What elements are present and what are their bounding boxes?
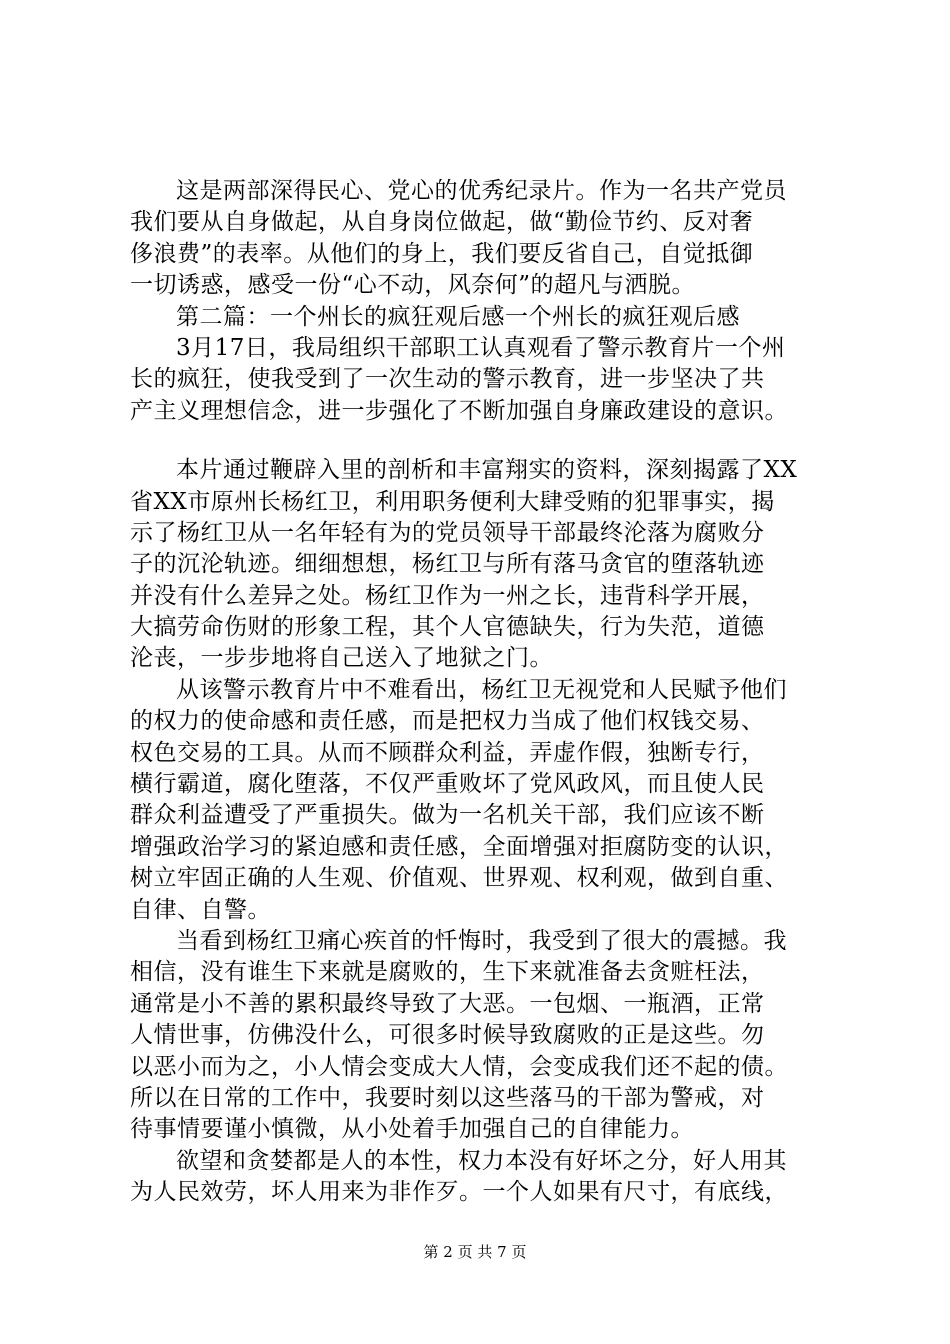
text-line: 所以在日常的工作中，我要时刻以这些落马的干部为警戒，对: [130, 1084, 765, 1111]
text-line: 沦丧，一步步地将自己送入了地狱之门。: [130, 645, 553, 672]
section-heading: 第二篇：一个州长的疯狂观后感一个州长的疯狂观后感: [176, 303, 740, 330]
text-line: 为人民效劳，坏人用来为非作歹。一个人如果有尺寸，有底线，: [130, 1179, 788, 1206]
text-line: 侈浪费”的表率。从他们的身上，我们要反省自己，自觉抵御: [130, 240, 754, 267]
text-line: 产主义理想信念，进一步强化了不断加强自身廉政建设的意识。: [130, 397, 788, 424]
text-line: 树立牢固正确的人生观、价值观、世界观、权利观，做到自重、: [130, 865, 788, 892]
text-line: 一切诱惑，感受一份“心不动，风奈何”的超凡与洒脱。: [130, 272, 696, 299]
text-line: 3月17日，我局组织干部职工认真观看了警示教育片一个州: [176, 334, 786, 361]
text-line: 大搞劳命伤财的形象工程，其个人官德缺失，行为失范，道德: [130, 614, 765, 641]
page-footer: 第 2 页 共 7 页: [423, 1243, 527, 1261]
text-line: 这是两部深得民心、党心的优秀纪录片。作为一名共产党员: [176, 178, 787, 204]
text-line: 待事情要谨小慎微，从小处着手加强自己的自律能力。: [130, 1116, 694, 1143]
text-line: 增强政治学习的紧迫感和责任感，全面增强对拒腐防变的认识，: [130, 833, 788, 860]
text-line: 群众利益遭受了严重损失。做为一名机关干部，我们应该不断: [130, 802, 765, 829]
text-line: 我们要从自身做起，从自身岗位做起，做“勤俭节约、反对奢: [130, 209, 754, 236]
text-line: 当看到杨红卫痛心疾首的忏悔时，我受到了很大的震撼。我: [176, 927, 787, 954]
text-line: 以恶小而为之，小人情会变成大人情，会变成我们还不起的债。: [130, 1053, 788, 1080]
text-line: 子的沉沦轨迹。细细想想，杨红卫与所有落马贪官的堕落轨迹: [130, 551, 765, 578]
document-body: [130, 176, 842, 1209]
text-line: 人情世事，仿佛没什么，可很多时候导致腐败的正是这些。勿: [130, 1022, 765, 1049]
text-line: 权色交易的工具。从而不顾群众利益，弄虚作假，独断专行，: [130, 739, 765, 766]
text-line: 从该警示教育片中不难看出，杨红卫无视党和人民赋予他们: [176, 676, 787, 703]
text-line: 省XX市原州长杨红卫，利用职务便利大肆受贿的犯罪事实，揭: [130, 488, 775, 515]
text-line: 长的疯狂，使我受到了一次生动的警示教育，进一步坚决了共: [130, 366, 765, 393]
text-line: 本片通过鞭辟入里的剖析和丰富翔实的资料，深刻揭露了XX: [176, 457, 798, 484]
text-line: 自律、自警。: [130, 896, 271, 923]
text-line: 欲望和贪婪都是人的本性，权力本没有好坏之分，好人用其: [176, 1147, 787, 1174]
text-line: 的权力的使命感和责任感，而是把权力当成了他们权钱交易、: [130, 708, 765, 735]
text-line: 相信，没有谁生下来就是腐败的，生下来就准备去贪赃枉法，: [130, 959, 765, 986]
text-line: 示了杨红卫从一名年轻有为的党员领导干部最终沦落为腐败分: [130, 519, 765, 546]
text-line: 横行霸道，腐化堕落，不仅严重败坏了党风政风，而且使人民: [130, 771, 765, 798]
text-line: 通常是小不善的累积最终导致了大恶。一包烟、一瓶酒，正常: [130, 990, 765, 1017]
paragraph-gap: [130, 427, 842, 455]
text-line: 并没有什么差异之处。杨红卫作为一州之长，违背科学开展，: [130, 582, 765, 609]
